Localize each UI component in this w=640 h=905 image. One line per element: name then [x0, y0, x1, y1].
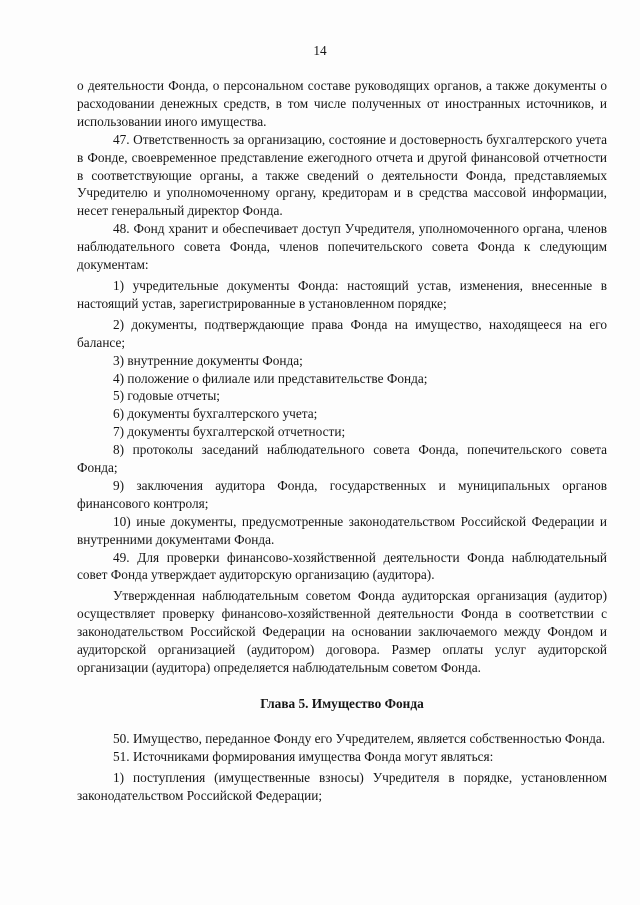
- paragraph-49-auditor: Утвержденная наблюдательным советом Фонда аудиторская организация (аудитор) осуществляет проверку финансово-хозяйственной деятельности Фонда в соответствии с законодательством Российской Федерации на основании заключаемого между Фондом и аудиторской организацией (аудитором) договора. Размер оплаты услуг аудиторской организации (аудитора) определяется наблюдательным советом Фонда.: [77, 588, 607, 675]
- list-item-51-1: 1) поступления (имущественные взносы) Учредителя в порядке, установленном законодательством Российской Федерации;: [77, 769, 607, 803]
- chapter-heading: Глава 5. Имущество Фонда: [260, 695, 424, 711]
- paragraph-50: 50. Имущество, переданное Фонду его Учредителем, является собственностью Фонда.: [113, 730, 606, 746]
- list-item-48-5: 5) годовые отчеты;: [113, 388, 220, 404]
- list-item-48-7: 7) документы бухгалтерской отчетности;: [113, 424, 346, 440]
- list-item-48-9: 9) заключения аудитора Фонда, государственных и муниципальных органов финансового контроля;: [77, 477, 607, 511]
- list-item-48-4: 4) положение о филиале или представительстве Фонда;: [113, 370, 428, 386]
- list-item-48-6: 6) документы бухгалтерского учета;: [113, 406, 318, 422]
- document-body: [77, 77, 607, 804]
- paragraph-47: 47. Ответственность за организацию, состояние и достоверность бухгалтерского учета в Фонде, своевременное представление ежегодного отчета и другой финансовой отчетности в соответствующие органы, а также сведений о деятельности Фонда, представляемых Учредителю и уполномоченному органу, кредиторам и в средства массовой информации, несет генеральный директор Фонда.: [77, 131, 607, 219]
- list-item-48-8: 8) протоколы заседаний наблюдательного совета Фонда, попечительского совета Фонда;: [77, 442, 607, 476]
- paragraph-continuation: о деятельности Фонда, о персональном составе руководящих органов, а также документы о расходовании денежных средств, в том числе полученных от иностранных источников, и использовании иного имущества.: [77, 78, 607, 129]
- list-item-48-1: 1) учредительные документы Фонда: настоящий устав, изменения, внесенные в настоящий устав, зарегистрированные в установленном порядке;: [77, 277, 607, 311]
- paragraph-49: 49. Для проверки финансово-хозяйственной деятельности Фонда наблюдательный совет Фонда утверждает аудиторскую организацию (аудитора).: [77, 549, 607, 583]
- page-number: 14: [313, 43, 327, 58]
- paragraph-51: 51. Источниками формирования имущества Фонда могут являться:: [113, 748, 494, 764]
- list-item-48-10: 10) иные документы, предусмотренные законодательством Российской Федерации и внутренними документами Фонда.: [77, 513, 607, 547]
- paragraph-48: 48. Фонд хранит и обеспечивает доступ Учредителя, уполномоченного органа, членов наблюдательного совета Фонда, членов попечительского совета Фонда к следующим документам:: [77, 221, 607, 273]
- list-item-48-2: 2) документы, подтверждающие права Фонда на имущество, находящееся на его балансе;: [77, 316, 607, 350]
- list-item-48-3: 3) внутренние документы Фонда;: [113, 352, 303, 368]
